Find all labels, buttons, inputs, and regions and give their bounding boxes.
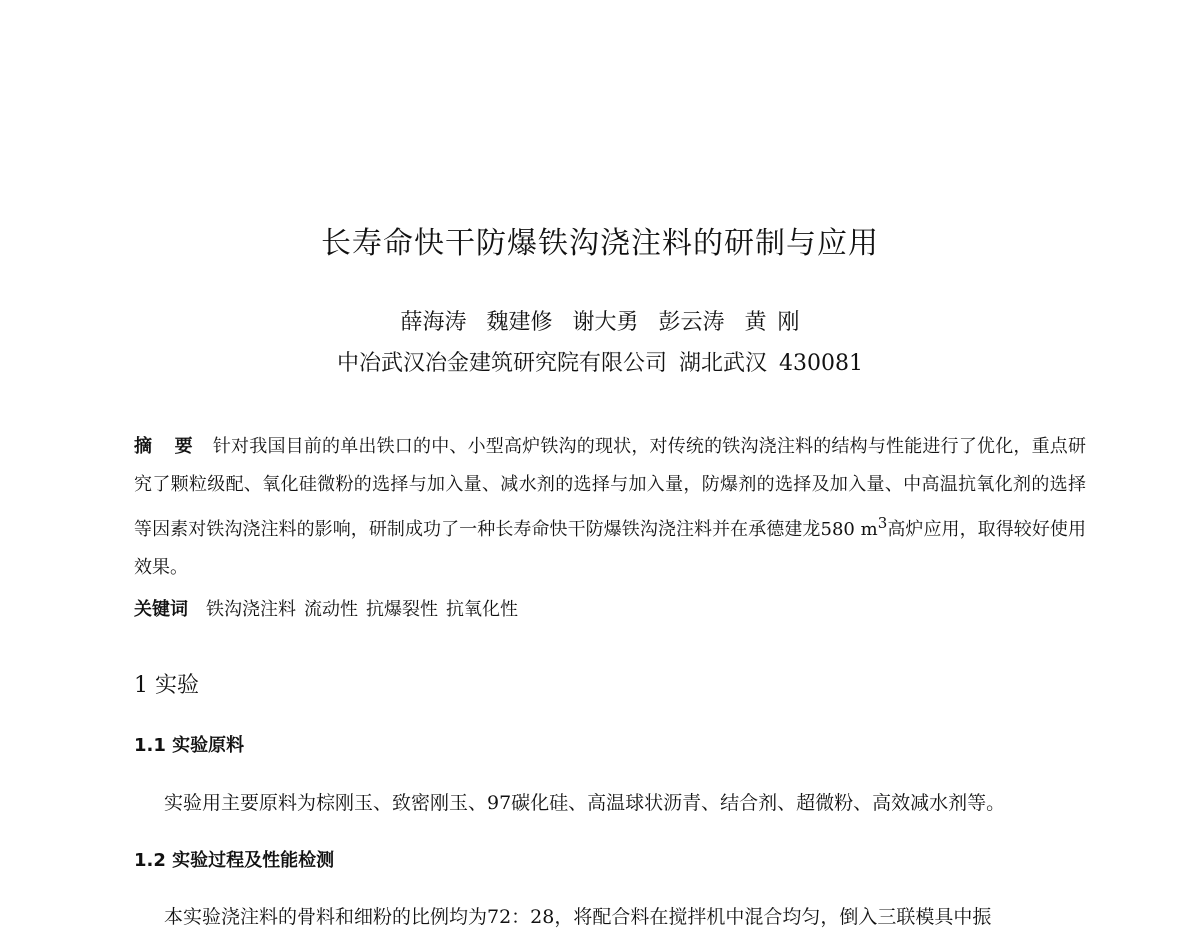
- subsection-heading: 1.2 实验过程及性能检测: [134, 850, 335, 871]
- abstract-label: 摘 要: [134, 436, 201, 457]
- keyword: 流动性: [304, 599, 358, 620]
- author-list: [0, 305, 1200, 336]
- paper-title: 长寿命快干防爆铁沟浇注料的研制与应用: [321, 226, 879, 261]
- subsection-heading: 1.1 实验原料: [134, 735, 245, 756]
- affiliation: [0, 346, 1200, 377]
- body-paragraph: 本实验浇注料的骨料和细粉的比例均为72：28，将配合料在搅拌机中混合均匀，倒入三联模具中振: [164, 906, 992, 928]
- author-name: 谢大勇: [572, 310, 639, 335]
- abstract-superscript: 3: [877, 514, 888, 532]
- abstract: [134, 428, 1086, 587]
- affiliation-zip: 430081: [779, 351, 863, 376]
- section-heading: 1 实验: [134, 673, 199, 698]
- abstract-text-end: 高炉应用，取得较好使用效果。: [134, 519, 1086, 578]
- body-paragraph: 实验用主要原料为棕刚玉、致密刚玉、97碳化硅、高温球状沥青、结合剂、超微粉、高效减水剂等。: [164, 792, 1006, 814]
- author-name: 黄 刚: [744, 310, 800, 335]
- keywords: [134, 595, 1086, 621]
- keyword: 铁沟浇注料: [206, 599, 296, 620]
- author-name: 薛海涛: [400, 310, 467, 335]
- keywords-label: 关键词: [134, 599, 188, 620]
- affiliation-org: 中冶武汉冶金建筑研究院有限公司: [336, 351, 667, 376]
- abstract-text: 针对我国目前的单出铁口的中、小型高炉铁沟的现状，对传统的铁沟浇注料的结构与性能进行了优化，重点研究了颗粒级配、氧化硅微粉的选择与加入量、减水剂的选择与加入量，防爆剂的选择及加入量、中高温抗氧化剂的选择等因素对铁沟浇注料的影响，研制成功了一种长寿命快干防爆铁沟浇注料并在承德建龙580 m: [134, 436, 1086, 540]
- author-name: 彭云涛: [658, 310, 725, 335]
- keyword: 抗氧化性: [446, 599, 518, 620]
- keyword: 抗爆裂性: [366, 599, 438, 620]
- affiliation-city: 湖北武汉: [679, 351, 768, 376]
- author-name: 魏建修: [486, 310, 553, 335]
